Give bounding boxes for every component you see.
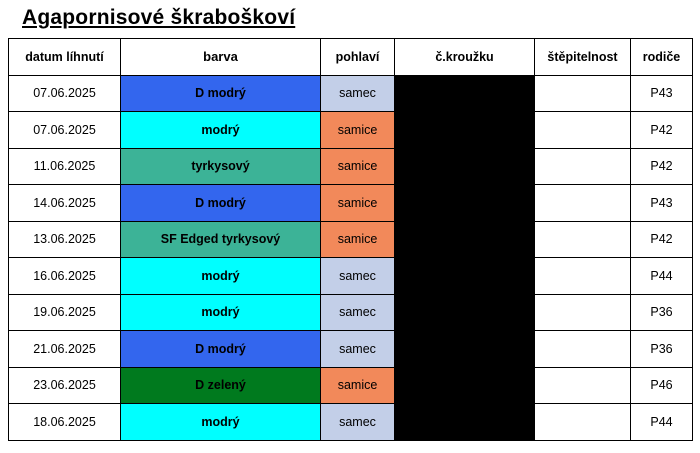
cell-split <box>535 112 631 149</box>
header-date: datum líhnutí <box>9 39 121 76</box>
cell-parents: P44 <box>631 258 693 295</box>
cell-date: 13.06.2025 <box>9 221 121 258</box>
cell-parents: P42 <box>631 221 693 258</box>
cell-ring: AC 009 CZ 25 026 <box>395 294 535 331</box>
cell-color: D modrý <box>121 75 321 112</box>
cell-ring: AC 009 CZ 25 021 <box>395 221 535 258</box>
cell-sex: samice <box>321 148 395 185</box>
cell-sex: samec <box>321 258 395 295</box>
cell-split <box>535 221 631 258</box>
cell-color: modrý <box>121 112 321 149</box>
cell-color: modrý <box>121 258 321 295</box>
cell-date: 07.06.2025 <box>9 75 121 112</box>
cell-ring: AC 009 CZ 25 025 <box>395 258 535 295</box>
cell-sex: samec <box>321 404 395 441</box>
cell-split <box>535 148 631 185</box>
cell-sex: samec <box>321 294 395 331</box>
cell-sex: samice <box>321 367 395 404</box>
cell-split <box>535 258 631 295</box>
table-row <box>9 294 693 331</box>
cell-sex: samice <box>321 185 395 222</box>
table-row <box>9 75 693 112</box>
table-header-row <box>9 39 693 76</box>
cell-split <box>535 367 631 404</box>
cell-sex: samec <box>321 331 395 368</box>
cell-color: modrý <box>121 294 321 331</box>
header-split: štěpitelnost <box>535 39 631 76</box>
cell-split <box>535 185 631 222</box>
cell-parents: P36 <box>631 331 693 368</box>
table-row <box>9 185 693 222</box>
cell-parents: P43 <box>631 75 693 112</box>
table-row <box>9 221 693 258</box>
cell-ring: AC 009 CZ 25 034 <box>395 367 535 404</box>
cell-date: 21.06.2025 <box>9 331 121 368</box>
header-color: barva <box>121 39 321 76</box>
cell-ring: AC 009 CZ 25 035 <box>395 404 535 441</box>
breeding-table <box>8 38 693 441</box>
cell-date: 14.06.2025 <box>9 185 121 222</box>
table-row <box>9 112 693 149</box>
cell-ring: AC 009 CZ 25 014 <box>395 112 535 149</box>
cell-color: SF Edged tyrkysový <box>121 221 321 258</box>
cell-ring: AC 009 CZ 25 013 <box>395 75 535 112</box>
table-row <box>9 404 693 441</box>
header-sex: pohlaví <box>321 39 395 76</box>
cell-parents: P44 <box>631 404 693 441</box>
cell-parents: P42 <box>631 148 693 185</box>
cell-date: 07.06.2025 <box>9 112 121 149</box>
header-parents: rodiče <box>631 39 693 76</box>
cell-parents: P43 <box>631 185 693 222</box>
cell-sex: samice <box>321 221 395 258</box>
cell-parents: P42 <box>631 112 693 149</box>
table-row <box>9 367 693 404</box>
cell-parents: P36 <box>631 294 693 331</box>
cell-date: 16.06.2025 <box>9 258 121 295</box>
cell-date: 23.06.2025 <box>9 367 121 404</box>
header-ring: č.kroužku <box>395 39 535 76</box>
table-row <box>9 331 693 368</box>
cell-color: D zelený <box>121 367 321 404</box>
cell-ring: AC 009 CZ 25 019 <box>395 185 535 222</box>
cell-date: 11.06.2025 <box>9 148 121 185</box>
table-header <box>9 39 693 76</box>
cell-sex: samice <box>321 112 395 149</box>
cell-split <box>535 404 631 441</box>
cell-split <box>535 294 631 331</box>
cell-color: tyrkysový <box>121 148 321 185</box>
cell-color: D modrý <box>121 331 321 368</box>
cell-color: modrý <box>121 404 321 441</box>
cell-ring: AC 009 CZ 25 017 <box>395 148 535 185</box>
cell-split <box>535 75 631 112</box>
cell-date: 18.06.2025 <box>9 404 121 441</box>
cell-split <box>535 331 631 368</box>
cell-parents: P46 <box>631 367 693 404</box>
cell-ring: AC 009 CZ 25 029 <box>395 331 535 368</box>
table-row <box>9 148 693 185</box>
cell-color: D modrý <box>121 185 321 222</box>
cell-sex: samec <box>321 75 395 112</box>
table-row <box>9 258 693 295</box>
cell-date: 19.06.2025 <box>9 294 121 331</box>
table-body <box>9 75 693 440</box>
page-title: Agapornisové škraboškoví <box>22 6 296 29</box>
